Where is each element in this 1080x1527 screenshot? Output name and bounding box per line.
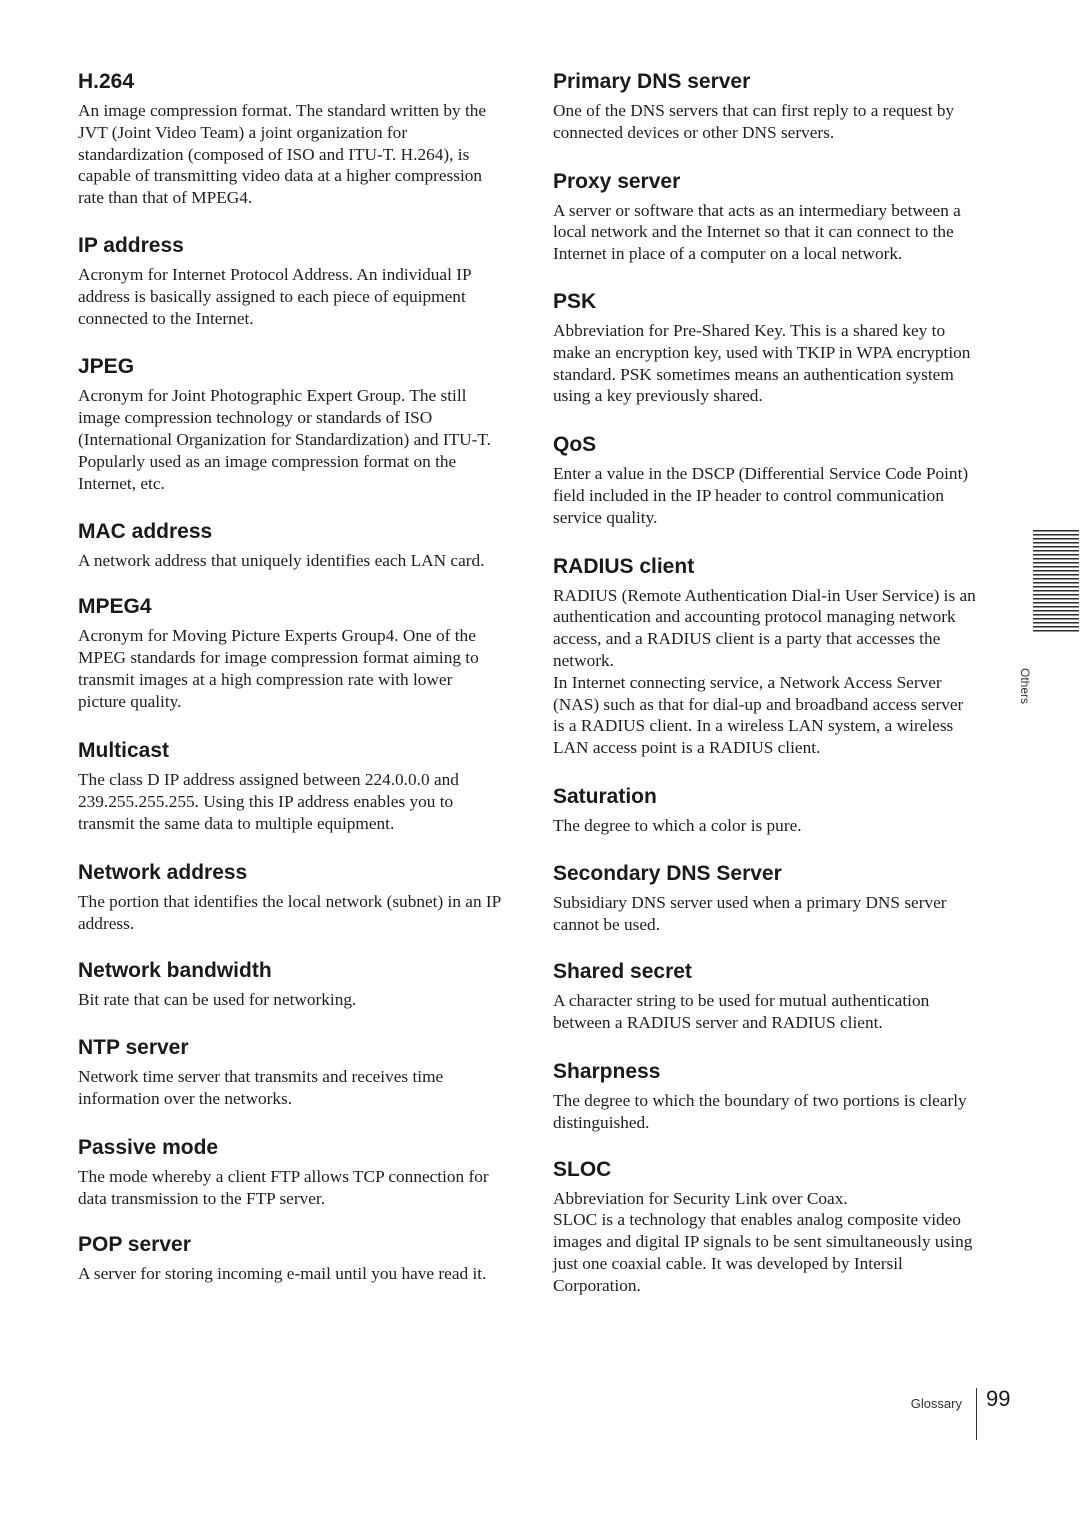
definition-paragraph: A network address that uniquely identifies each LAN card. xyxy=(78,551,485,571)
definition-paragraph: Enter a value in the DSCP (Differential Service Code Point) field included in the IP header to control communication service quality. xyxy=(553,464,969,527)
glossary-definition xyxy=(78,385,502,494)
glossary-entry xyxy=(553,860,977,936)
glossary-term: Network address xyxy=(78,860,248,884)
definition-paragraph: A server for storing incoming e-mail until you have read it. xyxy=(78,1264,487,1284)
glossary-entry xyxy=(78,859,502,935)
definition-paragraph: Bit rate that can be used for networking. xyxy=(78,990,357,1010)
glossary-term: POP server xyxy=(78,1233,191,1257)
glossary-definition xyxy=(78,1166,502,1210)
glossary-entry xyxy=(78,957,502,1011)
definition-paragraph: The degree to which a color is pure. xyxy=(553,815,802,835)
definition-paragraph: Abbreviation for Security Link over Coax. xyxy=(553,1188,848,1208)
glossary-term: MPEG4 xyxy=(78,595,152,619)
definition-paragraph: The degree to which the boundary of two portions is clearly distinguished. xyxy=(553,1090,967,1132)
glossary-term: QoS xyxy=(553,433,597,457)
definition-paragraph: Acronym for Internet Protocol Address. An individual IP address is basically assigned to each piece of equipment connected to the Internet. xyxy=(78,264,471,328)
glossary-definition xyxy=(553,990,977,1034)
glossary-entry xyxy=(78,353,502,494)
glossary-entry xyxy=(553,168,977,265)
glossary-definition xyxy=(78,769,502,834)
glossary-definition xyxy=(78,264,502,329)
glossary-definition xyxy=(78,100,502,209)
glossary-definition xyxy=(78,891,502,935)
glossary-definition xyxy=(553,200,977,265)
glossary-term: Passive mode xyxy=(78,1135,219,1159)
definition-paragraph: Abbreviation for Pre-Shared Key. This is a shared key to make an encryption key, used with TKIP in WPA encryption standard. PSK sometimes means an authentication system using a key previously shared. xyxy=(553,320,971,406)
left-column xyxy=(78,68,502,1285)
page-number: 99 xyxy=(986,1386,1011,1411)
definition-paragraph: In Internet connecting service, a Network Access Server (NAS) such as that for dial-up and broadband access server is a RADIUS client. In a wireless LAN system, a wireless LAN access point is a RADIUS client. xyxy=(553,672,964,758)
definition-paragraph: Network time server that transmits and receives time information over the networks. xyxy=(78,1067,444,1108)
section-tab-marker xyxy=(1033,530,1079,634)
right-column xyxy=(553,68,977,1297)
definition-paragraph: Acronym for Joint Photographic Expert Group. The still image compression technology or standards of ISO (International Organization for Standardization) and ITU-T. Popularly used as an image compression format on the Internet, etc. xyxy=(78,386,491,493)
glossary-term: SLOC xyxy=(553,1157,612,1181)
glossary-definition xyxy=(78,1066,502,1110)
glossary-term: Proxy server xyxy=(553,169,681,193)
glossary-definition xyxy=(553,100,977,144)
glossary-term: MAC address xyxy=(78,520,213,544)
glossary-entry xyxy=(78,593,502,712)
definition-paragraph: One of the DNS servers that can first reply to a request by connected devices or other DNS servers. xyxy=(553,101,955,142)
glossary-entry xyxy=(553,553,977,759)
definition-paragraph: A character string to be used for mutual authentication between a RADIUS server and RADIUS client. xyxy=(553,991,930,1033)
glossary-entry xyxy=(553,1058,977,1134)
definition-paragraph: RADIUS (Remote Authentication Dial-in User Service) is an authentication and accounting protocol managing network access, and a RADIUS client is a party that accesses the network. xyxy=(553,585,976,670)
glossary-term: Secondary DNS Server xyxy=(553,861,782,885)
definition-paragraph: An image compression format. The standard written by the JVT (Joint Video Team) a joint organization for standardization (composed of ISO and ITU-T. H.264), is capable of transmitting video data at a higher compression rate than that of MPEG4. xyxy=(78,101,487,208)
glossary-entry xyxy=(78,518,502,572)
glossary-definition xyxy=(553,585,977,759)
footer-divider xyxy=(976,1388,977,1440)
glossary-entry xyxy=(78,1034,502,1110)
glossary-definition xyxy=(78,550,502,572)
glossary-term: Multicast xyxy=(78,739,170,763)
glossary-definition xyxy=(553,463,977,528)
glossary-entry xyxy=(553,288,977,407)
glossary-term: Network bandwidth xyxy=(78,959,272,983)
glossary-term: Saturation xyxy=(553,784,657,808)
glossary-term: Shared secret xyxy=(553,960,692,984)
definition-paragraph: The portion that identifies the local network (subnet) in an IP address. xyxy=(78,891,501,933)
glossary-definition xyxy=(553,1188,977,1297)
glossary-entry xyxy=(78,737,502,834)
glossary-definition xyxy=(553,320,977,407)
definition-paragraph: The mode whereby a client FTP allows TCP connection for data transmission to the FTP server. xyxy=(78,1166,489,1208)
glossary-term: Sharpness xyxy=(553,1059,661,1083)
definition-paragraph: A server or software that acts as an intermediary between a local network and the Internet so that it can connect to the Internet in place of a computer on a local network. xyxy=(553,200,961,264)
glossary-definition xyxy=(553,892,977,936)
glossary-entry xyxy=(553,431,977,528)
glossary-term: H.264 xyxy=(78,70,135,93)
glossary-entry xyxy=(78,1231,502,1285)
definition-paragraph: The class D IP address assigned between 224.0.0.0 and 239.255.255.255. Using this IP address enables you to transmit the same data to multiple equipment. xyxy=(78,770,459,833)
glossary-term: Primary DNS server xyxy=(553,70,751,93)
definition-paragraph: Acronym for Moving Picture Experts Group4. One of the MPEG standards for image compression format aiming to transmit images at a high compression rate with lower picture quality. xyxy=(78,626,479,711)
glossary-entry xyxy=(553,783,977,837)
definition-paragraph: Subsidiary DNS server used when a primary DNS server cannot be used. xyxy=(553,892,947,934)
glossary-term: PSK xyxy=(553,289,597,313)
glossary-definition xyxy=(553,1090,977,1134)
glossary-entry xyxy=(78,68,502,209)
glossary-term: NTP server xyxy=(78,1036,189,1060)
glossary-definition xyxy=(78,989,502,1011)
glossary-term: IP address xyxy=(78,233,184,257)
glossary-term: RADIUS client xyxy=(553,554,695,578)
footer-section-label: Glossary xyxy=(910,1396,962,1411)
section-tab-label: Others xyxy=(1018,668,1032,705)
glossary-entry xyxy=(553,1156,977,1297)
glossary-entry xyxy=(78,232,502,329)
glossary-definition xyxy=(78,1263,502,1285)
definition-paragraph: SLOC is a technology that enables analog composite video images and digital IP signals to be sent simultaneously using just one coaxial cable. It was developed by Intersil Corporation. xyxy=(553,1210,973,1295)
glossary-entry xyxy=(553,958,977,1034)
glossary-entry xyxy=(553,68,977,144)
glossary-definition xyxy=(553,815,977,837)
glossary-definition xyxy=(78,625,502,712)
glossary-entry xyxy=(78,1134,502,1210)
glossary-term: JPEG xyxy=(78,355,135,379)
